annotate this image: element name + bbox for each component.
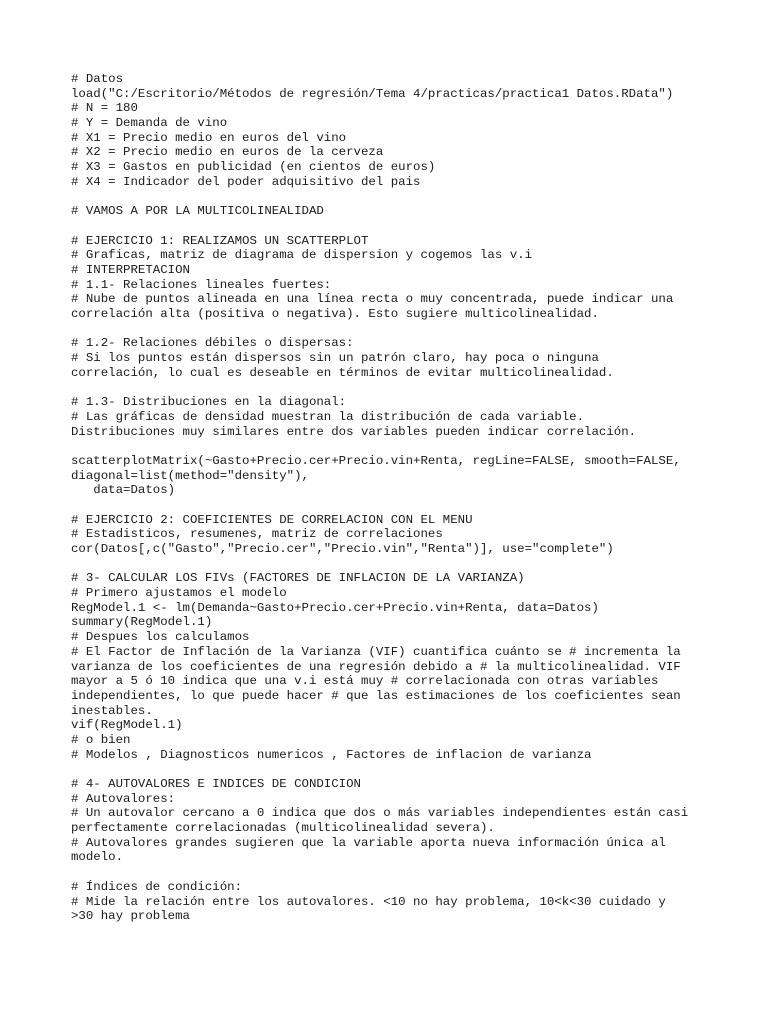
comment-line: # Un autovalor cercano a 0 indica que dos o más variables independientes están casi xyxy=(71,806,689,821)
comment-line: # Si los puntos están dispersos sin un patrón claro, hay poca o ninguna xyxy=(71,351,599,366)
comment-line: # Nube de puntos alineada en una línea recta o muy concentrada, puede indicar una xyxy=(71,292,674,307)
comment-line: # Mide la relación entre los autovalores. <10 no hay problema, 10<k<30 cuidado y xyxy=(71,894,666,909)
blank-line xyxy=(71,498,711,513)
comment-line: # N = 180 xyxy=(71,101,138,116)
code-line: vif(RegModel.1) xyxy=(71,718,183,733)
code-line: perfectamente correlacionadas (multicolinealidad severa). xyxy=(71,821,495,836)
code-line: load("C:/Escritorio/Métodos de regresión/Tema 4/practicas/practica1 Datos.RData") xyxy=(71,86,674,101)
comment-line: # EJERCICIO 1: REALIZAMOS UN SCATTERPLOT xyxy=(71,233,369,248)
code-line: scatterplotMatrix(~Gasto+Precio.cer+Precio.vin+Renta, regLine=FALSE, smooth=FALSE, xyxy=(71,453,681,468)
comment-line: # Índices de condición: xyxy=(71,879,243,894)
blank-line xyxy=(71,380,711,395)
comment-line: # Estadisticos, resumenes, matriz de correlaciones xyxy=(71,527,443,542)
comment-line: # Graficas, matriz de diagrama de dispersion y cogemos las v.i xyxy=(71,248,533,263)
code-line: correlación alta (positiva o negativa). Esto sugiere multicolinealidad. xyxy=(71,307,599,321)
comment-line: # Datos xyxy=(71,72,124,86)
comment-line: # VAMOS A POR LA MULTICOLINEALIDAD xyxy=(71,204,324,219)
blank-line xyxy=(71,865,711,880)
code-line: data=Datos) xyxy=(71,483,176,498)
comment-line: # 4- AUTOVALORES E INDICES DE CONDICION xyxy=(71,777,361,791)
blank-line xyxy=(71,439,711,454)
comment-line: # INTERPRETACION xyxy=(71,262,190,277)
blank-line xyxy=(71,190,711,205)
comment-line: # X4 = Indicador del poder adquisitivo del pais xyxy=(71,174,421,189)
comment-line: # EJERCICIO 2: COEFICIENTES DE CORRELACION CON EL MENU xyxy=(71,512,473,527)
comment-line: # X1 = Precio medio en euros del vino xyxy=(71,130,347,145)
code-line: correlación, lo cual es deseable en términos de evitar multicolinealidad. xyxy=(71,365,614,380)
code-line: independientes, lo que puede hacer # que las estimaciones de los coeficientes sean xyxy=(71,688,681,703)
blank-line xyxy=(71,762,711,777)
code-line: inestables. xyxy=(71,703,153,718)
comment-line: # X3 = Gastos en publicidad (en cientos de euros) xyxy=(71,160,436,175)
comment-line: # o bien xyxy=(71,732,131,747)
comment-line: # 3- CALCULAR LOS FIVs (FACTORES DE INFLACION DE LA VARIANZA) xyxy=(71,571,525,586)
code-line: >30 hay problema xyxy=(71,909,190,924)
comment-line: # X2 = Precio medio en euros de la cerveza xyxy=(71,145,384,160)
code-line: cor(Datos[,c("Gasto","Precio.cer","Precio.vin","Renta")], use="complete") xyxy=(71,542,614,556)
code-line: RegModel.1 <- lm(Demanda~Gasto+Precio.cer+Precio.vin+Renta, data=Datos) xyxy=(71,600,599,615)
blank-line xyxy=(71,322,711,337)
code-line: modelo. xyxy=(71,850,124,865)
comment-line: # 1.2- Relaciones débiles o dispersas: xyxy=(71,336,354,351)
comment-line: # Y = Demanda de vino xyxy=(71,116,228,131)
comment-line: # 1.1- Relaciones lineales fuertes: xyxy=(71,277,332,292)
comment-line: # Autovalores grandes sugieren que la variable aporta nueva información única al xyxy=(71,835,666,850)
comment-line: # Autovalores: xyxy=(71,791,176,806)
code-text-block xyxy=(71,72,711,924)
code-line: varianza de los coeficientes de una regresión debido a # la multicolinealidad. VIF xyxy=(71,659,681,674)
comment-line: # Modelos , Diagnosticos numericos , Factores de inflacion de varianza xyxy=(71,747,592,762)
comment-line: # Primero ajustamos el modelo xyxy=(71,586,287,601)
code-line: Distribuciones muy similares entre dos variables pueden indicar correlación. xyxy=(71,424,637,439)
blank-line xyxy=(71,219,711,234)
comment-line: # El Factor de Inflación de la Varianza (VIF) cuantifica cuánto se # incrementa la xyxy=(71,644,681,659)
comment-line: # 1.3- Distribuciones en la diagonal: xyxy=(71,395,347,410)
comment-line: # Las gráficas de densidad muestran la distribución de cada variable. xyxy=(71,409,585,424)
comment-line: # Despues los calculamos xyxy=(71,630,250,645)
code-line: summary(RegModel.1) xyxy=(71,615,213,630)
code-line: diagonal=list(method="density"), xyxy=(71,468,309,483)
blank-line xyxy=(71,557,711,572)
code-line: mayor a 5 ó 10 indica que una v.i está muy # correlacionada con otras variables xyxy=(71,674,659,689)
